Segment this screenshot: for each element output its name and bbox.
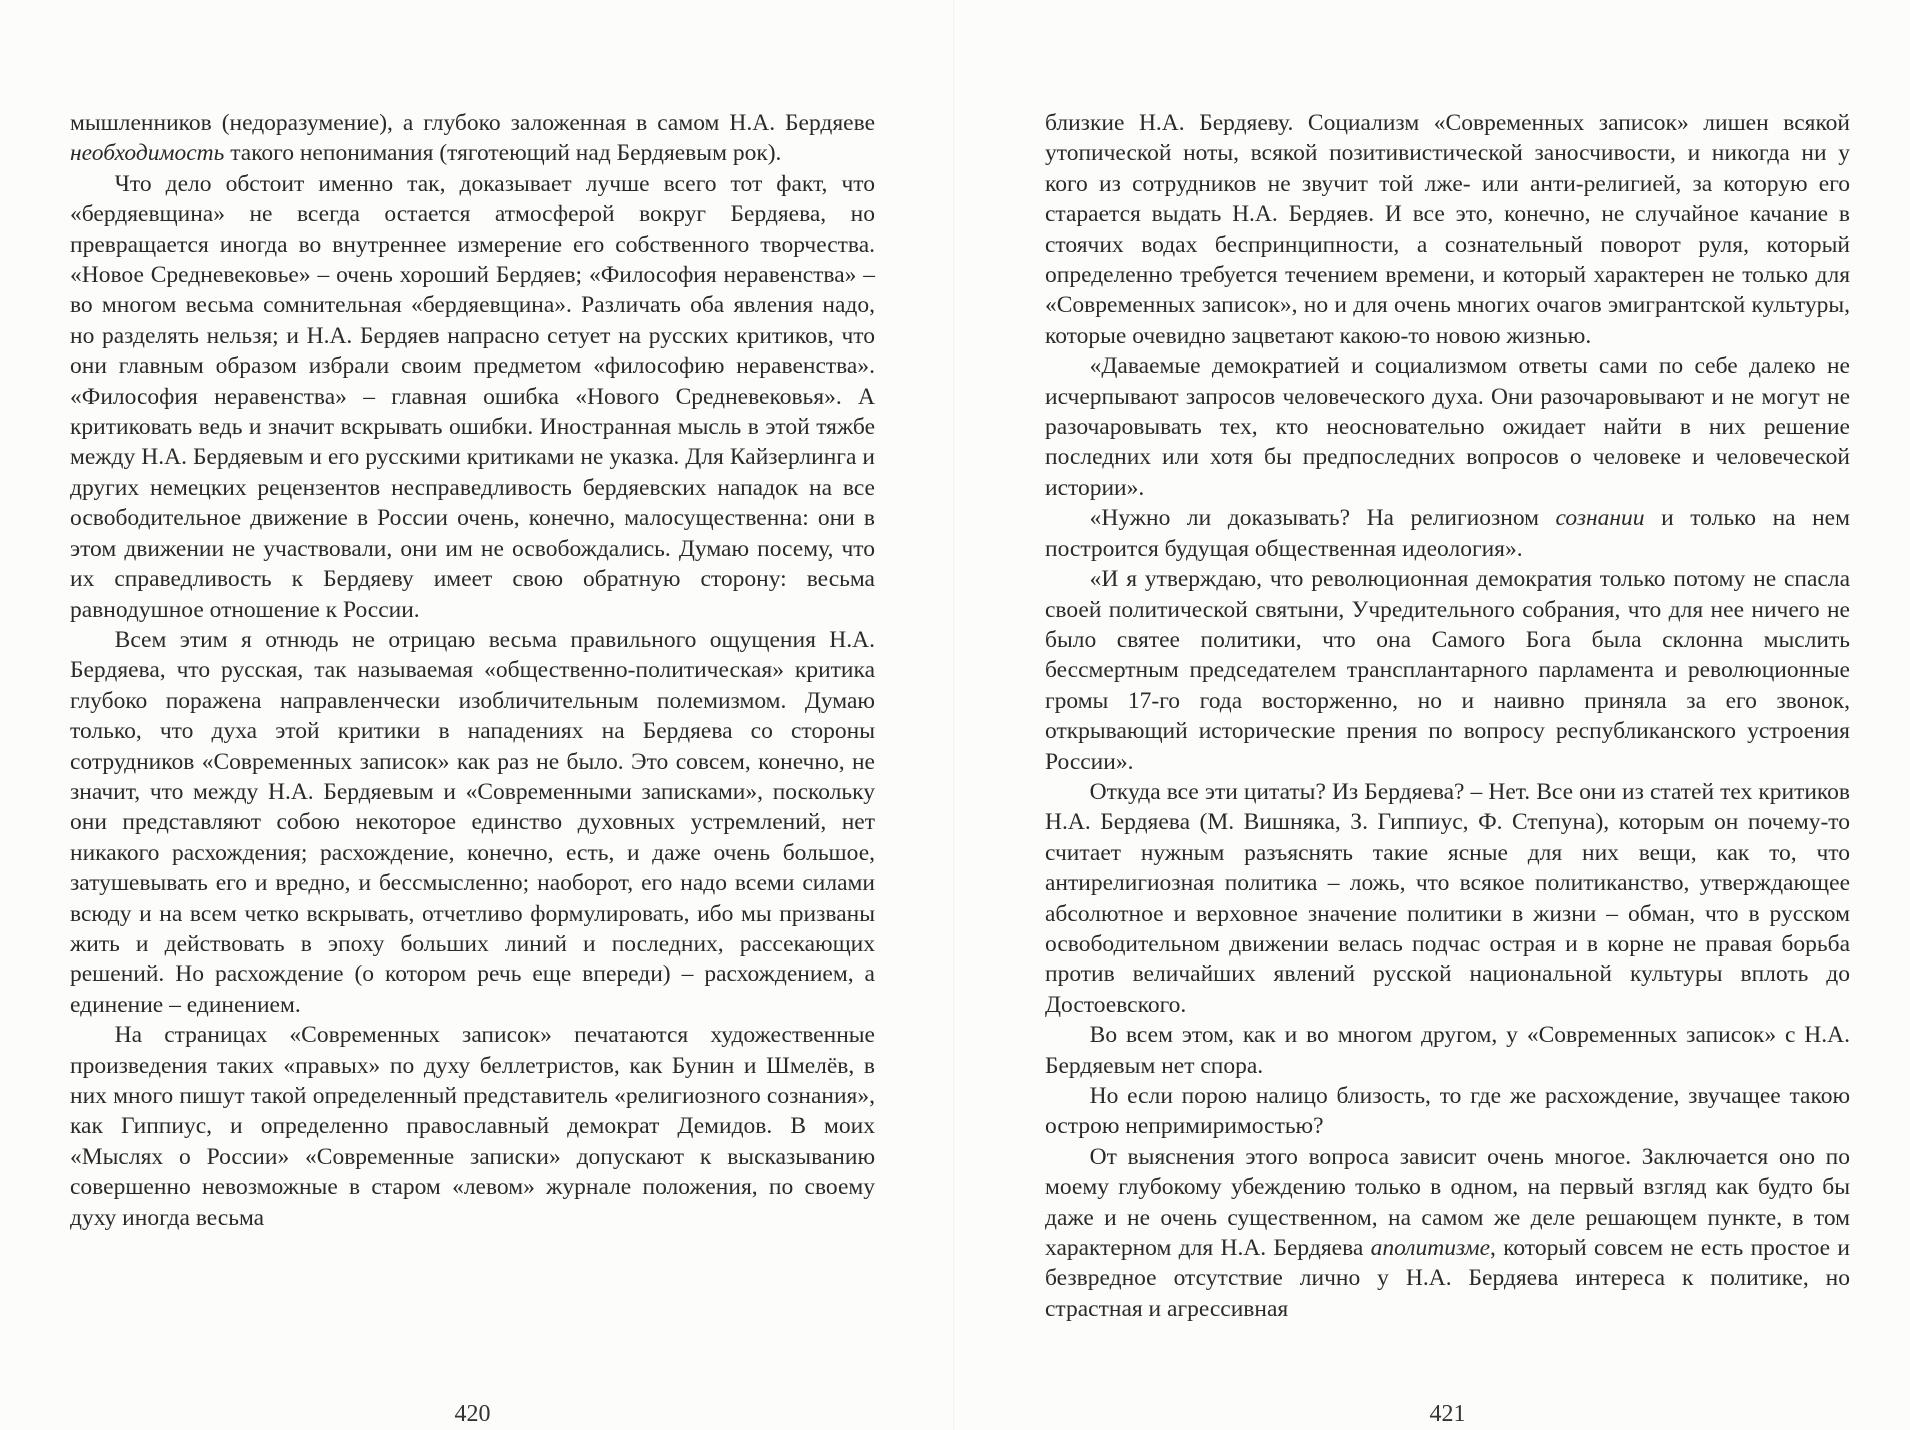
paragraph [70, 625, 875, 1020]
paragraph [1045, 503, 1850, 564]
emphasis-text: необходимость [70, 140, 225, 167]
left-page [70, 108, 875, 1428]
emphasis-text: аполитизме [1370, 1235, 1491, 1262]
text-run: «И я утверждаю, что революционная демократия только потому не спасла своей политической святыни, Учредительного собрания, что для нее ничего не было святее политики, что она Самого Бога была склонна мыслить бессмертным председателем трансплантарного парламента и революционные громы 17-го года восторженно, но и наивно приняла за его звонок, открывающий исторические прения по вопросу республиканского устроения России». [1045, 566, 1850, 775]
text-run: и только на нем построится будущая общественная идеология». [1045, 505, 1850, 562]
paragraph [1045, 108, 1850, 351]
text-run: близкие Н.А. Бердяеву. Социализм «Современных записок» лишен всякой утопической ноты, всякой позитивистической заносчивости, и никогда ни у кого из сотрудников не звучит той лже- или анти-религией, за которую его старается выдать Н.А. Бердяев. И все это, конечно, не случайное качание в стоячих водах беспринципности, а сознательный поворот руля, который определенно требуется течением времени, и который характерен не только для «Современных записок», но и для очень многих очагов эмигрантской культуры, которые очевидно зацветают какою-то новою жизнью. [1045, 110, 1850, 349]
paragraph [1045, 777, 1850, 1020]
book-gutter [953, 0, 955, 1430]
left-page-text [70, 108, 875, 1233]
text-run: На страницах «Современных записок» печатаются художественные произведения таких «правых» по духу беллетристов, как Бунин и Шмелёв, в них много пишут такой определенный представитель «религиозного сознания», как Гиппиус, и определенно православный демократ Демидов. В моих «Мыслях о России» «Современные записки» допускают к высказыванию совершенно невозможные в старом «левом» журнале положения, по своему духу иногда весьма [70, 1022, 875, 1231]
text-run: «Нужно ли доказывать? На религиозном [1089, 505, 1556, 532]
text-run: Но если порою налицо близость, то где же расхождение, звучащее такою острою непримиримостью? [1045, 1083, 1850, 1140]
page-number: 420 [454, 1401, 491, 1427]
text-run: мышленников (недоразумение), а глубоко заложенная в самом Н.А. Бердяеве [70, 110, 875, 136]
paragraph [1045, 1081, 1850, 1142]
paragraph [70, 1020, 875, 1233]
paragraph [1045, 1020, 1850, 1081]
text-run: Откуда все эти цитаты? Из Бердяева? – Нет. Все они из статей тех критиков Н.А. Бердяева (М. Вишняка, З. Гиппиус, Ф. Степуна), которым он почему-то считает нужным разъяснять такие ясные для них вещи, как то, что антирелигиозная политика – ложь, что всякое политиканство, утверждающее абсолютное и верховное значение политики в жизни – обман, что в русском освободительном движении велась подчас острая и в корне не правая борьба против величайших явлений русской национальной культуры вплоть до Достоевского. [1045, 778, 1850, 1018]
paragraph [70, 169, 875, 625]
paragraph [70, 108, 875, 169]
right-page-text [1045, 108, 1850, 1324]
right-page [1045, 108, 1850, 1428]
text-run: Что дело обстоит именно так, доказывает лучше всего тот факт, что «бердяевщина» не всегда остается атмосферой вокруг Бердяева, но превращается иногда во внутреннее измерение его собственного творчества. «Новое Средневековье» – очень хороший Бердяев; «Философия неравенства» – во многом весьма сомнительная «бердяевщина». Различать оба явления надо, но разделять нельзя; и Н.А. Бердяев напрасно сетует на русских критиков, что они главным образом избрали своим предметом «философию неравенства». «Философия неравенства» – главная ошибка «Нового Средневековья». А критиковать ведь и значит вскрывать ошибки. Иностранная мысль в этой тяжбе между Н.А. Бердяевым и его русскими критиками не указка. Для Кайзерлинга и других немецких рецензентов несправедливость бердяевских нападок на все освободительное движение в России очень, конечно, малосущественна: они в этом движении не участвовали, они им не освобождались. Думаю посему, что их справедливость к Бердяеву имеет свою обратную сторону: весьма равнодушное отношение к России. [70, 170, 875, 623]
paragraph [1045, 351, 1850, 503]
text-run: Всем этим я отнюдь не отрицаю весьма правильного ощущения Н.А. Бердяева, что русская, так называемая «общественно-политическая» критика глубоко поражена направленчески изобличительным полемизмом. Думаю только, что духа этой критики в нападениях на Бердяева со стороны сотрудников «Современных записок» как раз не было. Это совсем, конечно, не значит, что между Н.А. Бердяевым и «Современными записками», поскольку они представляют собою некоторое единство духовных устремлений, нет никакого расхождения; расхождение, конечно, есть, и даже очень большое, затушевывать его и вредно, и бессмысленно; наоборот, его надо всеми силами всюду и на всем четко вскрывать, отчетливо формулировать, ибо мы призваны жить и действовать в эпоху больших линий и последних, рассекающих решений. Но расхождение (о котором речь еще впереди) – расхождением, а единение – единением. [70, 626, 875, 1018]
page-number: 421 [1429, 1401, 1466, 1427]
emphasis-text: сознании [1555, 505, 1645, 532]
paragraph [1045, 564, 1850, 777]
paragraph [1045, 1142, 1850, 1324]
text-run: , который совсем не есть простое и безвредное отсутствие лично у Н.А. Бердяева интереса к политике, но страстная и агрессивная [1045, 1235, 1850, 1322]
text-run: От выяснения этого вопроса зависит очень многое. Заключается оно по моему глубокому убеждению только в одном, на первый взгляд как будто бы даже и не очень существенном, на самом же деле решающем пункте, в том характерном для Н.А. Бердяева [1045, 1143, 1850, 1262]
text-run: Во всем этом, как и во многом другом, у «Современных записок» с Н.А. Бердяевым нет спора. [1045, 1022, 1850, 1079]
text-run: такого непонимания (тяготеющий над Бердяевым рок). [224, 140, 782, 167]
text-run: «Даваемые демократией и социализмом ответы сами по себе далеко не исчерпывают запросов человеческого духа. Они разочаровывают и не могут не разочаровывать тех, кто неосновательно ожидает найти в них решение последних или хотя бы предпоследних вопросов о человеке и человеческой истории». [1045, 353, 1850, 501]
